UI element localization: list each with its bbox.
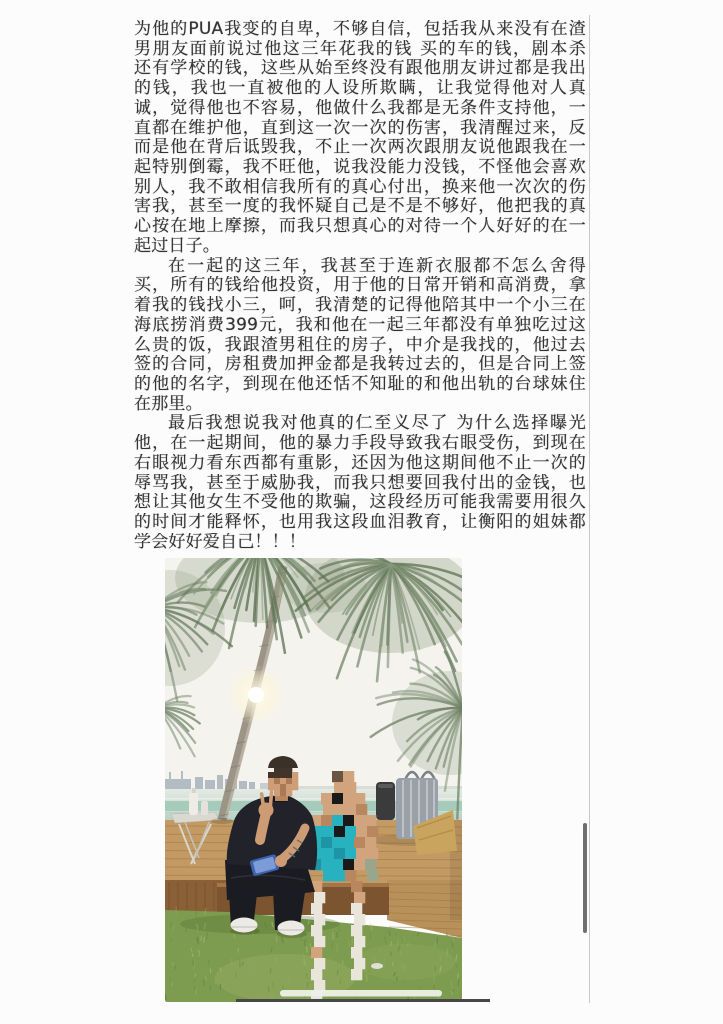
bottom-divider [236, 999, 490, 1002]
text-line: 诚，觉得他也不容易，他做什么我都是无条件支持他，一 [134, 98, 586, 118]
photo-illustration [165, 558, 462, 1002]
text-line: 别人，我不敢相信我所有的真心付出，换来他一次次的伤 [134, 177, 586, 197]
shoe [231, 918, 258, 933]
text-line: 着我的钱找小三，呵，我清楚的记得他陪其中一个小三在 [134, 296, 586, 316]
text-line: 最后我想说我对他真的仁至义尽了 为什么选择曝光 [168, 414, 586, 434]
text-line: 的钱，我也一直被他的人设所欺瞒，让我觉得他对人真 [134, 79, 586, 99]
text-line: 男朋友面前说过他这三年花我的钱 买的车的钱，剧本杀 [134, 39, 586, 59]
photo-figure[interactable] [165, 558, 462, 1002]
text-line: 在那里。 [134, 394, 203, 414]
sun-glare [226, 665, 286, 725]
text-line: 买，所有的钱给他投资，用于他的日常开销和高消费，拿 [134, 276, 586, 296]
text-line: 学会好好爱自己！！！ [134, 532, 306, 552]
article-text [134, 20, 586, 552]
text-line: 签的合同，房租费加押金都是我转过去的，但是合同上签 [134, 355, 586, 375]
text-line: 么贵的饭，我跟渣男租住的房子，中介是我找的，他过去 [134, 335, 586, 355]
scrollbar-thumb[interactable] [583, 823, 587, 933]
text-line: 害我，甚至一度的我怀疑自己是不是不够好，他把我的真 [134, 197, 586, 217]
text-line: 想让其他女生不受他的欺骗，这段经历可能我需要用很久 [134, 493, 586, 513]
home-indicator-bar [280, 990, 442, 997]
text-line: 的时间才能释怀，也用我这段血泪教育，让衡阳的姐妹都 [134, 512, 586, 532]
text-line: 心按在地上摩擦，而我只想真心的对待一个人好好的在一 [134, 217, 586, 237]
text-line: 他，在一起期间，他的暴力手段导致我右眼受伤，到现在 [134, 434, 586, 454]
text-line: 辱骂我，甚至于威胁我，而我只想要回我付出的金钱，也 [134, 473, 586, 493]
scrollbar-track[interactable] [589, 15, 590, 1003]
bottle [189, 792, 198, 815]
text-line: 起特别倒霉，我不旺他，说我没能力没钱，不怪他会喜欢 [134, 158, 586, 178]
text-line: 为他的PUA我变的自卑，不够自信，包括我从来没有在渣 [134, 20, 586, 39]
text-line: 在一起的这三年，我甚至于连新衣服都不怎么舍得 [168, 256, 586, 276]
text-line: 右眼视力看东西都有重影，还因为他这期间他不止一次的 [134, 453, 586, 473]
text-line: 的他的名字，到现在他还恬不知耻的和他出轨的台球妹住 [134, 374, 586, 394]
text-line: 海底捞消费399元，我和他在一起三年都没有单独吃过这 [134, 315, 586, 335]
text-line: 还有学校的钱，这些从始至终没有跟他朋友讲过都是我出 [134, 59, 586, 79]
text-line: 直都在维护他，直到这一次一次的伤害，我清醒过来，反 [134, 118, 586, 138]
text-line: 而是他在背后诋毁我，不止一次两次跟朋友说他跟我在一 [134, 138, 586, 158]
shoe [278, 921, 305, 936]
text-line: 起过日子。 [134, 236, 220, 256]
